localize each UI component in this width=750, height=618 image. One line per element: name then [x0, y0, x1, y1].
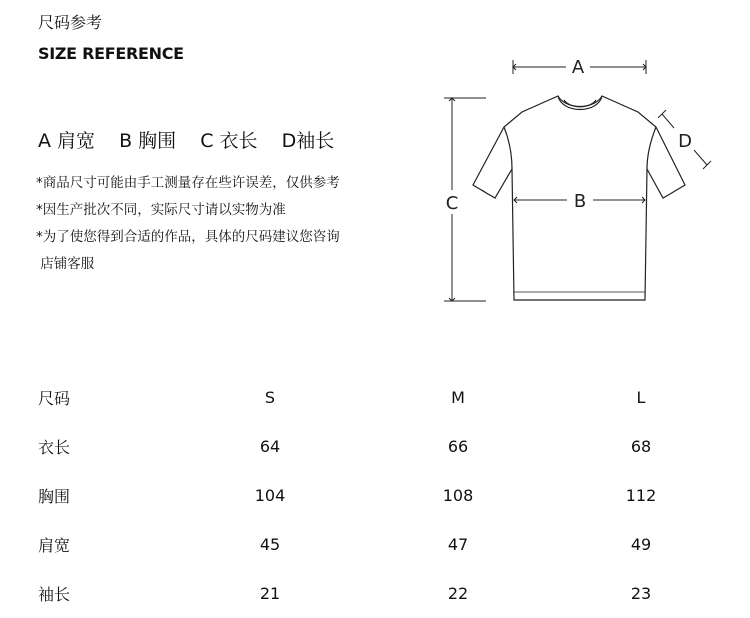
tshirt-outline-icon [430, 52, 730, 312]
row-label: 衣长 [38, 438, 71, 457]
cell-value: 45 [259, 535, 281, 554]
cell-value: 64 [259, 437, 281, 456]
header-size-s: S [264, 388, 276, 407]
cell-value: 108 [442, 486, 474, 505]
cell-value: 112 [625, 486, 657, 505]
dim-label-d: D [678, 131, 692, 152]
note-batch: *因生产批次不同，实际尺寸请以实物为准 [36, 202, 286, 218]
dim-label-c: C [445, 193, 459, 214]
measure-key-d: D袖长 [281, 130, 335, 152]
size-table [38, 373, 718, 618]
cell-value: 22 [447, 584, 469, 603]
cell-value: 49 [630, 535, 652, 554]
row-label: 袖长 [38, 585, 71, 604]
dim-label-a: A [571, 57, 585, 78]
header-size-l: L [636, 388, 646, 407]
header-size-m: M [451, 388, 465, 407]
note-measurement: *商品尺寸可能由手工测量存在些许误差，仅供参考 [36, 175, 340, 191]
size-table-header [38, 373, 718, 422]
table-row [38, 569, 718, 618]
cell-value: 47 [447, 535, 469, 554]
notes [36, 170, 376, 278]
cell-value: 21 [259, 584, 281, 603]
cell-value: 104 [254, 486, 286, 505]
row-label: 肩宽 [38, 536, 71, 555]
title-cn: 尺码参考 [38, 13, 103, 32]
row-label: 胸围 [38, 487, 71, 506]
table-row [38, 520, 718, 569]
measure-key-a: A 肩宽 [38, 130, 96, 152]
note-consult-cont: 店铺客服 [36, 256, 95, 272]
cell-value: 23 [630, 584, 652, 603]
table-row [38, 471, 718, 520]
note-consult: *为了使您得到合适的作品，具体的尺码建议您咨询 [36, 229, 340, 245]
tshirt-diagram [430, 52, 730, 312]
dim-label-b: B [573, 191, 587, 212]
cell-value: 66 [447, 437, 469, 456]
measure-key-b: B 胸围 [119, 130, 177, 152]
measure-keys [38, 126, 352, 153]
cell-value: 68 [630, 437, 652, 456]
table-row [38, 422, 718, 471]
measure-key-c: C 衣长 [200, 130, 258, 152]
title-en: SIZE REFERENCE [38, 44, 184, 63]
header-label: 尺码 [38, 389, 71, 408]
